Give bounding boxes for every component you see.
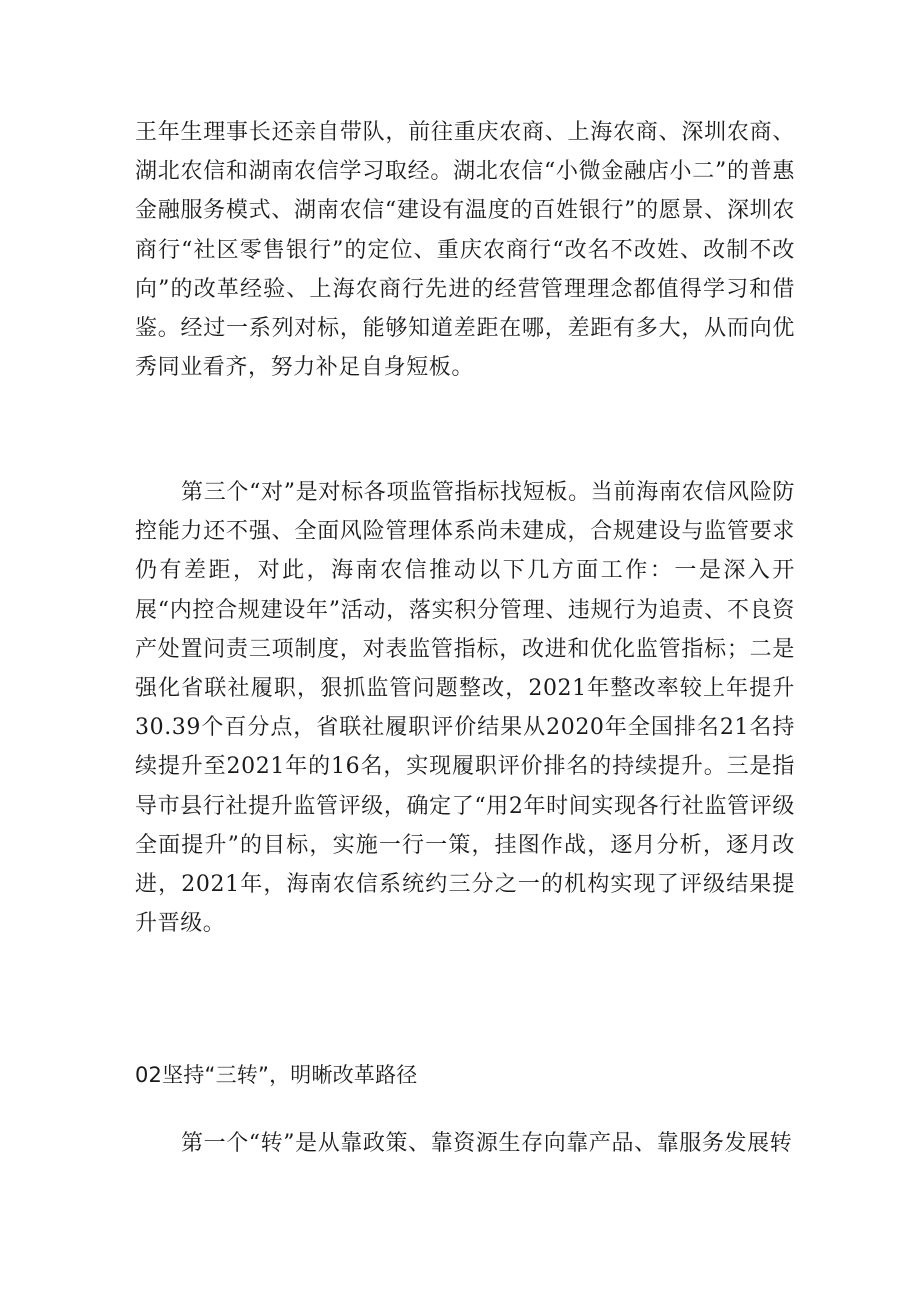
paragraph-benchmark-regulatory: 第三个“对”是对标各项监管指标找短板。当前海南农信风险防控能力还不强、全面风险管理体系尚未建成，合规建设与监管要求仍有差距，对此，海南农信推动以下几方面工作：一是深入开展“内控合规建设年”活动，落实积分管理、违规行为追责、不良资产处置问责三项制度，对表监管指标，改进和优化监管指标；二是强化省联社履职，狠抓监管问题整改，2021年整改率较上年提升30.39个百分点，省联社履职评价结果从2020年全国排名21名持续提升至2021年的16名，实现履职评价排名的持续提升。三是指导市县行社提升监管评级，确定了“用2年时间实现各行社监管评级全面提升”的目标，实施一行一策，挂图作战，逐月分析，逐月改进，2021年，海南农信系统约三分之一的机构实现了评级结果提升晋级。 (135, 480, 795, 937)
paragraph-benchmark-peers: 王年生理事长还亲自带队，前往重庆农商、上海农商、深圳农商、湖北农信和湖南农信学习取经。湖北农信“小微金融店小二”的普惠金融服务模式、湖南农信“建设有温度的百姓银行”的愿景、深圳农商行“社区零售银行”的定位、重庆农商行“改名不改姓、改制不改向”的改革经验、上海农商行先进的经营管理理念都值得学习和借鉴。经过一系列对标，能够知道差距在哪，差距有多大，从而向优秀同业看齐，努力补足自身短板。 (135, 120, 795, 381)
section-heading: 02坚持“三转”，明晰改革路径 (135, 1063, 418, 1087)
paragraph-first-transformation: 第一个“转”是从靠政策、靠资源生存向靠产品、靠服务发展转 (181, 1131, 793, 1156)
